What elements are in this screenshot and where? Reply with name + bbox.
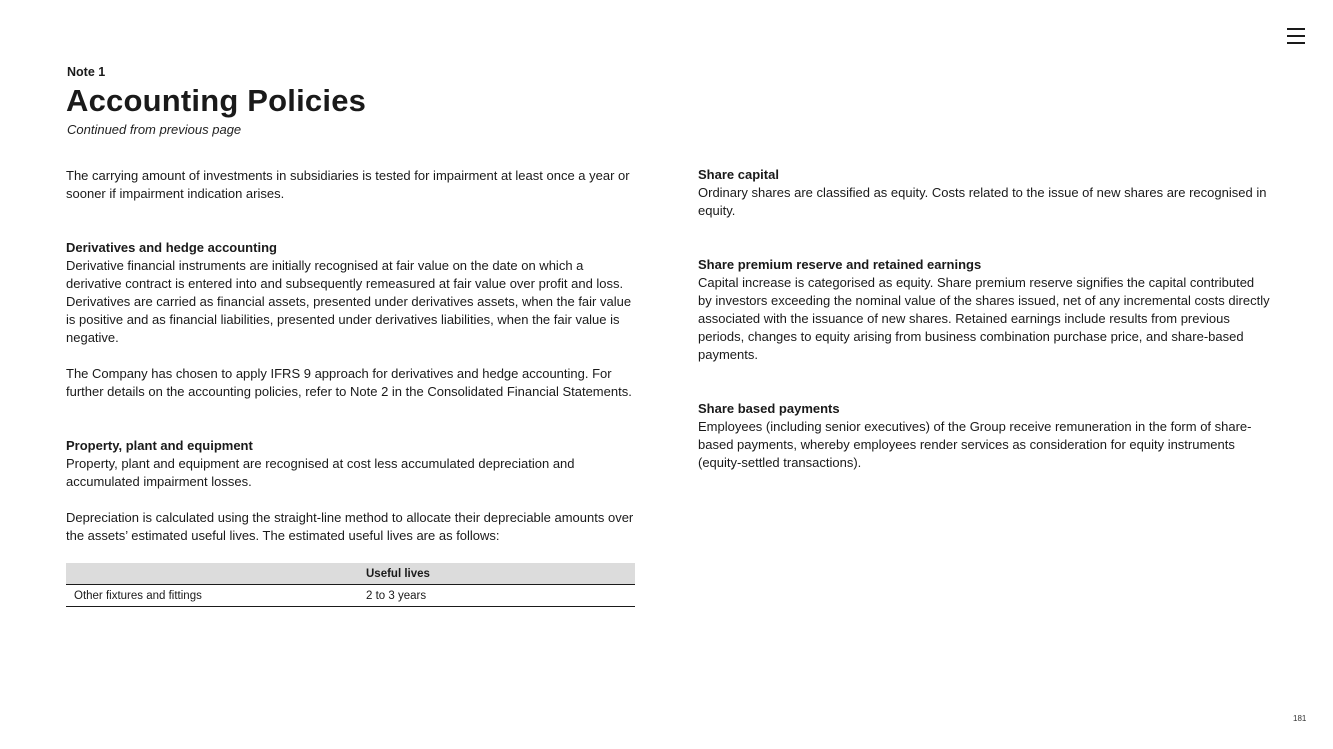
table-cell: 2 to 3 years (358, 585, 635, 607)
menu-line (1287, 42, 1305, 44)
derivatives-paragraph-1: Derivative financial instruments are initially recognised at fair value on the date on which a derivative contract is entered into and subsequently remeasured at fair value over profit and loss. Derivatives are carried as financial assets, presented under derivatives assets, when the fair value is positive and as financial liabilities, presented under derivatives liabilities, when the fair value is negative. (66, 258, 632, 345)
share-based-payments-paragraph: Employees (including senior executives) of the Group receive remuneration in the form of share-based payments, whereby employees render services as consideration for equity instruments (equity-settled transactions). (698, 419, 1252, 470)
continued-note: Continued from previous page (67, 122, 242, 137)
table-cell: Other fixtures and fittings (66, 585, 358, 607)
menu-line (1287, 28, 1305, 30)
derivatives-heading: Derivatives and hedge accounting (66, 240, 277, 255)
right-column (698, 166, 1270, 472)
note-label: Note 1 (67, 65, 106, 79)
menu-line (1287, 35, 1305, 37)
derivatives-paragraph-2: The Company has chosen to apply IFRS 9 approach for derivatives and hedge accounting. For further details on the accounting policies, refer to Note 2 in the Consolidated Financial Statements. (66, 366, 632, 399)
table-header-cell: Useful lives (358, 563, 635, 585)
table-header-cell (66, 563, 358, 585)
share-premium-paragraph: Capital increase is categorised as equity. Share premium reserve signifies the capital contributed by investors exceeding the nominal value of the shares issued, net of any incremental costs directly associated with the issuance of new shares. Retained earnings include results from previous periods, changes to equity arising from business combination purchase price, and share-based payments. (698, 275, 1270, 362)
share-capital-paragraph: Ordinary shares are classified as equity. Costs related to the issue of new shares are recognised in equity. (698, 185, 1267, 218)
page-number: 181 (1293, 714, 1307, 723)
page-title: Accounting Policies (66, 83, 367, 118)
hamburger-menu-icon[interactable] (1287, 28, 1305, 44)
ppe-paragraph-1: Property, plant and equipment are recognised at cost less accumulated depreciation and accumulated impairment losses. (66, 456, 575, 489)
intro-paragraph: The carrying amount of investments in subsidiaries is tested for impairment at least once a year or sooner if impairment indication arises. (66, 168, 630, 201)
share-capital-heading: Share capital (698, 167, 779, 182)
useful-lives-table (66, 563, 635, 607)
left-column (66, 167, 636, 607)
share-premium-heading: Share premium reserve and retained earnings (698, 257, 982, 272)
ppe-paragraph-2: Depreciation is calculated using the straight-line method to allocate their depreciable amounts over the assets’ estimated useful lives. The estimated useful lives are as follows: (66, 510, 634, 543)
ppe-heading: Property, plant and equipment (66, 438, 253, 453)
table-row (66, 585, 635, 607)
table-header-row (66, 563, 635, 585)
share-based-payments-heading: Share based payments (698, 401, 840, 416)
